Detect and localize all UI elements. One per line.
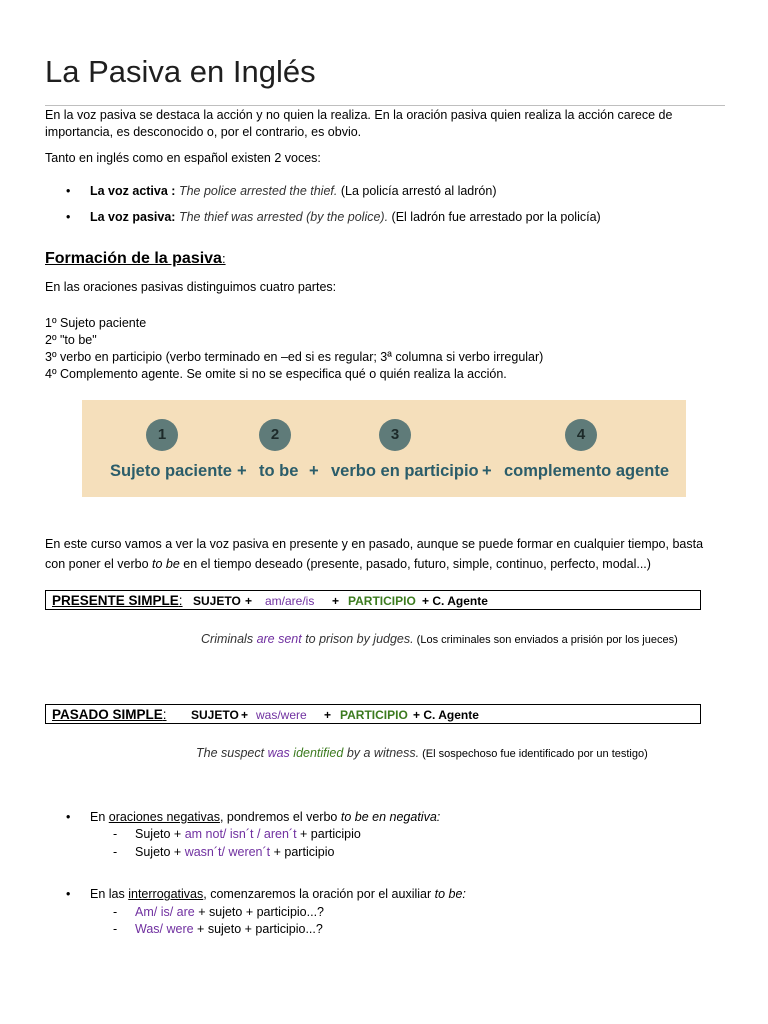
course-line-2: con poner el verbo to be en el tiempo deseado (presente, pasado, futuro, simple, continuo, perfecto, modal...) [45,557,651,571]
course-line-1: En este curso vamos a ver la voz pasiva en presente y en pasado, aunque se puede formar en cualquier tiempo, basta [45,537,704,551]
formula-plus: + [332,594,340,608]
voice-passive [90,210,601,224]
formula-verb: am/are/is [265,594,315,608]
step-number-1: 1 [146,419,178,451]
past-simple-formula-box [45,704,701,724]
formula-plus: + [241,708,249,722]
formation-part-4: 4º Complemento agente. Se omite si no se especifica qué o quién realiza la acción. [45,367,507,381]
voice-active-label: La voz activa : [90,184,176,198]
negative-rule-past: Sujeto + wasn´t/ weren´t + participio [135,845,335,859]
negative-rule-present: Sujeto + am not/ isn´t / aren´t + participio [135,827,361,841]
diagram-plus: + [482,462,492,480]
voice-active-translation: (La policía arrestó al ladrón) [340,184,497,198]
list-bullet: • [66,210,71,224]
diagram-item-to-be: to be [259,462,299,480]
passive-structure-diagram [82,400,686,497]
interrogative-rule-past: Was/ were + sujeto + participio...? [135,922,323,936]
diagram-plus: + [309,462,319,480]
formation-intro: En las oraciones pasivas distinguimos cuatro partes: [45,280,337,294]
section-heading-formation: Formación de la pasiva: [45,250,226,267]
title-divider [45,105,725,106]
intro-line-2: importancia, es desconocido o, por el contrario, es obvio. [45,125,362,139]
formula-subject: SUJETO [191,708,239,722]
voice-passive-example: The thief was arrested (by the police). [178,210,389,224]
voice-passive-label: La voz pasiva: [90,210,176,224]
list-bullet: • [66,810,71,824]
intro-line-3: Tanto en inglés como en español existen 2 voces: [45,151,321,165]
page-title: La Pasiva en Inglés [45,54,316,89]
past-example: The suspect was identified by a witness. (El sospechoso fue identificado por un testigo) [196,746,648,760]
formation-part-2: 2º "to be" [45,333,97,347]
diagram-plus: + [237,462,247,480]
formula-agent: + C. Agente [413,708,479,722]
formula-verb: was/were [256,708,307,722]
list-dash: - [113,845,118,859]
diagram-item-agent: complemento agente [504,462,670,480]
interrogative-intro: En las interrogativas, comenzaremos la oración por el auxiliar to be: [90,887,466,901]
interrogative-rule-present: Am/ is/ are + sujeto + participio...? [135,905,324,919]
list-bullet: • [66,887,71,901]
list-bullet: • [66,184,71,198]
voice-passive-translation: (El ladrón fue arrestado por la policía) [391,210,601,224]
present-simple-formula-box [45,590,701,610]
formula-subject: SUJETO [193,594,241,608]
voice-active-example: The police arrested the thief. [178,184,338,198]
formation-part-1: 1º Sujeto paciente [45,316,147,330]
past-simple-label: PASADO SIMPLE: [52,707,167,722]
diagram-item-subject: Sujeto paciente [110,462,232,480]
formula-participle: PARTICIPIO [340,708,408,722]
list-dash: - [113,905,118,919]
formation-part-3: 3º verbo en participio (verbo terminado en –ed si es regular; 3ª columna si verbo irregular) [45,350,544,364]
diagram-item-participle: verbo en participio [331,462,479,480]
formula-plus: + [324,708,332,722]
formula-agent: + C. Agente [422,594,488,608]
list-dash: - [113,922,118,936]
voice-active [90,184,497,198]
formula-plus: + [245,594,253,608]
step-number-2: 2 [259,419,291,451]
formula-participle: PARTICIPIO [348,594,416,608]
present-example: Criminals are sent to prison by judges. (Los criminales son enviados a prisión por los jueces) [201,632,678,646]
present-simple-label: PRESENTE SIMPLE: [52,593,183,608]
negative-intro: En oraciones negativas, pondremos el verbo to be en negativa: [90,810,441,824]
step-number-4: 4 [565,419,597,451]
list-dash: - [113,827,118,841]
step-number-3: 3 [379,419,411,451]
intro-line-1: En la voz pasiva se destaca la acción y no quien la realiza. En la oración pasiva quien realiza la acción carece de [45,108,673,122]
